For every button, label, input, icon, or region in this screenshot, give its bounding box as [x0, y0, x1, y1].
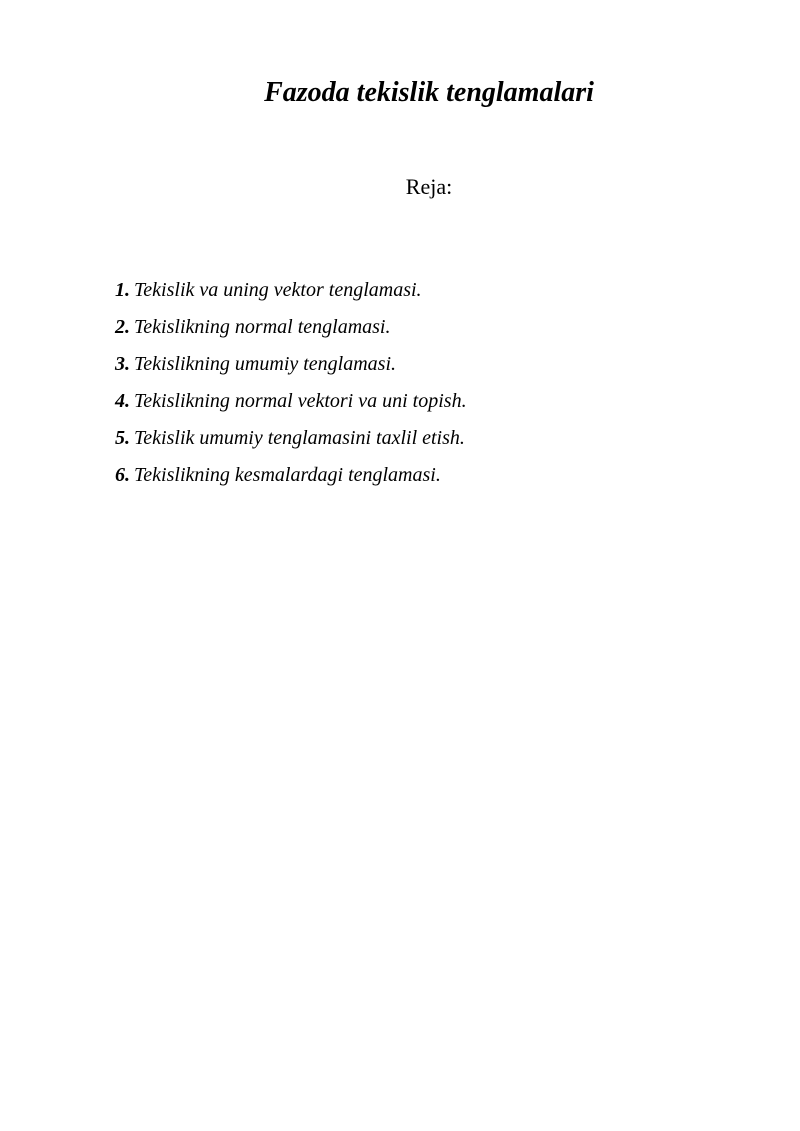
plan-item-text: Tekislikning normal tenglamasi.	[134, 316, 391, 338]
plan-item-6	[115, 461, 467, 498]
plan-item-text: Tekislik va uning vektor tenglamasi.	[134, 279, 422, 301]
plan-item-number: 6.	[115, 464, 130, 486]
plan-item-1	[115, 276, 467, 313]
plan-item-5	[115, 424, 467, 461]
plan-list	[115, 276, 467, 498]
plan-item-4	[115, 387, 467, 424]
plan-item-number: 5.	[115, 427, 130, 449]
plan-item-number: 3.	[115, 353, 130, 375]
plan-heading: Reja:	[405, 174, 453, 199]
plan-item-text: Tekislikning umumiy tenglamasi.	[134, 353, 397, 375]
plan-item-number: 2.	[115, 316, 130, 338]
plan-item-number: 4.	[115, 390, 130, 412]
plan-item-2	[115, 313, 467, 350]
plan-item-text: Tekislikning kesmalardagi tenglamasi.	[134, 464, 441, 486]
plan-item-text: Tekislik umumiy tenglamasini taxlil etish.	[134, 427, 465, 449]
plan-item-text: Tekislikning normal vektori va uni topish.	[134, 390, 467, 412]
page-title: Fazoda tekislik tenglamalari	[264, 77, 594, 108]
plan-item-3	[115, 350, 467, 387]
plan-item-number: 1.	[115, 279, 130, 301]
